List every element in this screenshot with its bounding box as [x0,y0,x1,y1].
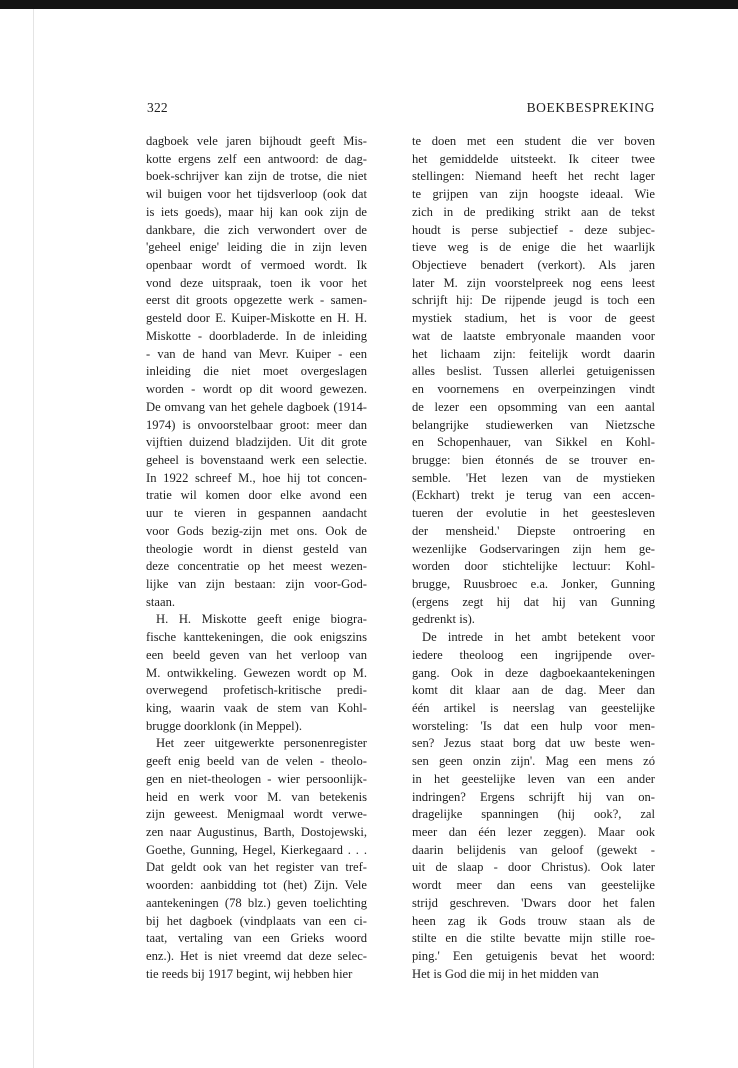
text-line: In 1922 schreef M., hoe hij tot concen- [146,470,367,485]
text-line: uur te vieren in gespannen aandacht [146,506,367,521]
text-line: brugge, Ruusbroec e.a. Jonker, Gunning [412,576,655,591]
text-line: een beeld geven van het verloop van [146,647,367,662]
text-line: Miskotte - doorbladerde. In de inleiding [146,328,367,343]
text-line: Het zeer uitgewerkte personenregister [156,736,367,751]
text-line: der mensheid.' Diepste ontroering en [412,523,655,538]
text-line: vond deze uitspraak, toen ik voor het [146,275,367,290]
text-line: iedere theoloog een ingrijpende over- [412,647,655,662]
text-line: daarin belijdenis van geloof (gewekt - [412,842,655,857]
text-line: stellingen: Niemand heeft het recht lager [412,169,655,184]
paragraph [146,133,367,611]
text-line: theologie wordt in dienst gesteld van [146,541,367,556]
text-line: vijftien duizend bladzijden. Uit dit grote [146,435,367,450]
text-line: het lichaam zijn: feitelijk wordt daarin [412,346,655,361]
text-line: inleiding die niet moet overgeslagen [146,364,367,379]
text-line: dankbare, die zich verwondert over de [146,222,367,237]
text-line: brugge doorklonk (in Meppel). [146,718,302,733]
text-line: heen zag ik Gods trouw staan als de [412,913,655,928]
text-line: en voornemens en overpeinzingen vindt [412,382,655,397]
text-line: Goethe, Gunning, Hegel, Kierkegaard . . . [146,842,367,857]
text-line: tie reeds bij 1917 begint, wij hebben hier [146,966,353,981]
text-line: worden door stichtelijke lectuur: Kohl- [412,559,655,574]
text-line: alles beslist. Tussen allerlei getuigenissen [412,364,655,379]
text-line: 1974) is onvoorstelbaar groot: meer dan [146,417,367,432]
page-left-edge [33,9,34,1068]
text-line: ping.' Een getuigenis bevat het woord: [412,949,655,964]
text-line: overwegend profetisch-kritische predi- [146,683,367,698]
text-line: deze concentratie op het meest wezen- [146,559,367,574]
text-line: uit de slaap - door Christus). Ook later [412,860,655,875]
text-line: te doen met een student die ver boven [412,134,655,148]
text-line: bij het dagboek (vindplaats van een ci- [146,913,367,928]
text-line: te grijpen van zijn hoogste ideaal. Wie [412,187,655,202]
text-line: wordt meer dan eens van geestelijke [412,878,655,893]
text-line: houdt is perse subjectief - deze subjec- [412,222,655,237]
text-line: lijke van zijn bestaan: zijn voor-God- [146,576,367,591]
text-line: en Schopenhauer, van Sikkel en Kohl- [412,435,655,450]
text-line: belangrijke studiewerken van Nietzsche [412,417,655,432]
text-line: wat de laatste embryonale maanden voor [412,328,655,343]
text-line: zijn geweest. Menigmaal wordt verwe- [146,807,367,822]
text-line: semble. 'Het lezen van de mystieken [412,470,655,485]
text-line: (Eckhart) trekt je terug van een accen- [412,488,655,503]
text-line: meer dan één lezer zeggen). Maar ook [412,825,655,840]
running-head: BOEKBESPREKING [526,100,655,115]
text-line: heid en werk voor M. van betekenis [146,789,367,804]
text-line: sen? Jezus staat borg dat uw beste wen- [412,736,655,751]
text-line: in het geestelijke leven van een ander [412,771,655,786]
text-line: aantekeningen (78 blz.) geven toelichting [146,895,367,910]
text-line: sen geen onzin zijn'. Mag een mens zó [412,754,655,769]
text-line: boek-schrijver kan zijn de trotse, die niet [146,169,367,184]
text-line: Het is God die mij in het midden van [412,966,599,981]
text-line: gesteld door E. Kuiper-Miskotte en H. H. [146,311,367,326]
text-line: Objectieve benadert (verkort). Als jaren [412,258,655,273]
text-line: De intrede in het ambt betekent voor [422,630,655,645]
text-line: voor Gods bezig-zijn met ons. Ook de [146,523,367,538]
text-line: wezenlijke Godservaringen zijn hem ge- [412,541,655,556]
paragraph [412,133,655,629]
text-line: geheel is bovenstaand werk een selectie. [146,452,367,467]
text-line: - van de hand van Mevr. Kuiper - een [146,346,367,361]
text-line: woorden: aanbidding tot (het) Zijn. Vele [146,878,367,893]
text-line: fische kanttekeningen, die ook enigszins [146,630,367,645]
text-line: is iets goeds), maar hij kan ook zijn de [146,204,367,219]
text-line: strijd geschreven. 'Dwars door het falen [412,895,655,910]
text-line: worden - wordt op dit woord gewezen. [146,382,367,397]
text-line: (ergens zegt hij dat hij van Gunning [412,594,655,609]
text-line: dragelijke spanningen (hij ook?, zal [412,807,655,822]
text-line: later M. zijn voorstelpreek nog eens leest [412,275,655,290]
paragraph [146,611,367,735]
text-line: komt dit klaar aan de dag. Meer dan [412,683,655,698]
paragraph [412,629,655,983]
text-line: geeft enig beeld van de velen - theolo- [146,754,367,769]
text-line: gedrenkt is). [412,612,475,627]
text-line: taat, vertaling van een Grieks woord [146,931,367,946]
text-line: mystiek stadium, het is voor de geest [412,311,655,326]
text-line: wil buigen voor het tijdsverloop (ook dat [146,187,367,202]
text-line: tueren der evolutie in het geestesleven [412,506,655,521]
page-top-edge [0,0,738,9]
text-line: H. H. Miskotte geeft enige biogra- [156,612,367,627]
text-line: worsteling: 'Is dat een hulp voor men- [412,718,655,733]
text-line: zich in de prediking strikt aan de tekst [412,204,655,219]
text-line: gang. Ook in deze dagboekaantekeningen [412,665,655,680]
text-line: dagboek vele jaren bijhoudt geeft Mis- [146,134,367,148]
text-line: brugge: bien étonnés de se trouver en- [412,452,655,467]
text-line: één artikel is neerslag van geestelijke [412,701,655,715]
text-line: Dat geldt ook van het register van tref- [146,860,367,875]
text-line: de lezer een opsomming van een aantal [412,399,655,414]
text-line: tieve weg is de enige die het waarlijk [412,240,655,255]
text-line: tratie wil komen door elke avond een [146,488,367,503]
text-line: het gemiddelde uitsteekt. Ik citeer twee [412,151,655,166]
text-line: openbaar wordt of vermoed wordt. Ik [146,258,367,273]
text-line: indringen? Ergens schrijft hij van on- [412,789,655,804]
page-number: 322 [147,100,168,115]
text-line: king, waarin vaak de stem van Kohl- [146,701,367,715]
text-line: stilte en die stilte bevatte mijn stille roe- [412,931,655,946]
text-line: staan. [146,594,176,609]
left-text-column [146,133,367,984]
paragraph [146,735,367,983]
right-text-column [412,133,655,984]
text-line: eerst dit groots opgezette werk - samen- [146,293,367,308]
text-line: gen en niet-theologen - wier persoonlijk- [146,771,367,786]
text-line: M. ontwikkeling. Gewezen wordt op M. [146,665,367,680]
text-line: enz.). Het is niet vreemd dat deze selec- [146,949,367,964]
text-line: De omvang van het gehele dagboek (1914- [146,399,367,414]
text-line: schrijft hij: De rijpende jeugd is toch een [412,293,655,308]
text-line: 'geheel enige' leiding die in zijn leven [146,240,367,255]
text-line: kotte ergens zelf een antwoord: de dag- [146,151,367,166]
text-line: zen naar Augustinus, Barth, Dostojewski, [146,825,367,840]
